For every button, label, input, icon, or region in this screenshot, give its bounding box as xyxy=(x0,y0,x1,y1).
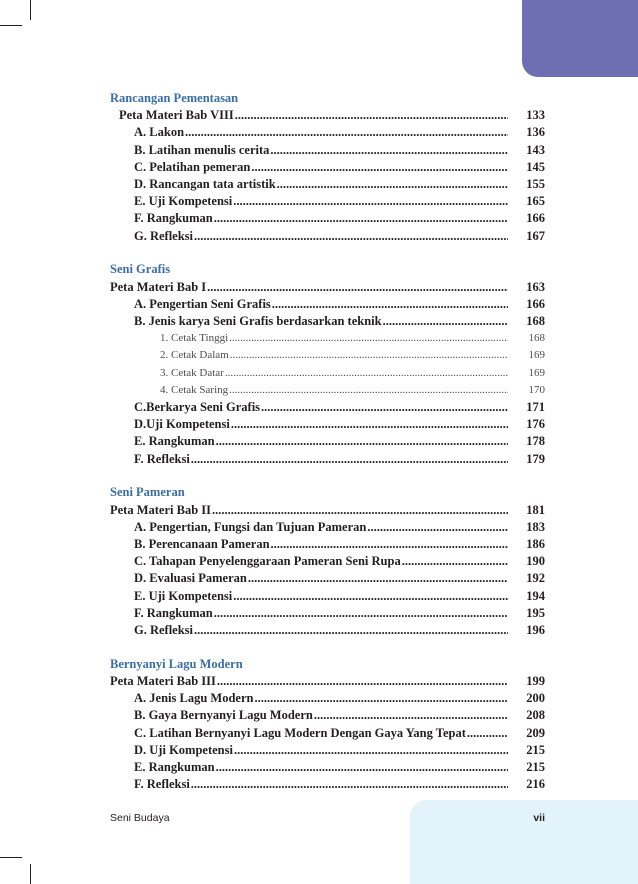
toc-entry[interactable] xyxy=(110,296,545,313)
toc-entry-page: 176 xyxy=(526,417,545,432)
toc-entry-page: 183 xyxy=(526,519,545,534)
toc-entry-page: 215 xyxy=(526,742,545,757)
toc-entry[interactable] xyxy=(110,399,545,416)
toc-entry-label: E. Uji Kompetensi xyxy=(134,194,233,209)
crop-mark-top-left-v xyxy=(30,0,31,20)
crop-mark-bottom-left-v xyxy=(30,864,31,884)
toc-entry-page: 168 xyxy=(528,332,545,345)
toc-entry-label: Peta Materi Bab I xyxy=(110,279,207,294)
dot-leader xyxy=(229,330,508,347)
dot-leader xyxy=(185,124,508,141)
toc-entry[interactable] xyxy=(110,159,545,176)
dot-leader xyxy=(194,228,508,245)
toc-entry[interactable] xyxy=(110,673,545,690)
toc-entry[interactable] xyxy=(110,124,545,141)
toc-entry-page: 166 xyxy=(526,211,545,226)
crop-mark-top-left-h xyxy=(0,25,22,26)
toc-entry-page: 196 xyxy=(526,623,545,637)
toc-entry[interactable] xyxy=(110,193,545,210)
dot-leader xyxy=(207,279,508,296)
section-title: Bernyanyi Lagu Modern xyxy=(110,656,243,671)
dot-leader xyxy=(270,142,508,159)
dot-leader xyxy=(194,622,508,639)
toc-entry-page: 171 xyxy=(526,400,545,414)
toc-entry-label: D. Evaluasi Pameran xyxy=(134,571,247,586)
toc-entry-label: Peta Materi Bab II xyxy=(110,502,212,517)
toc-entry-page: 199 xyxy=(526,674,545,688)
dot-leader xyxy=(248,570,508,587)
toc-entry[interactable] xyxy=(110,313,545,330)
toc-entry-label: Peta Materi Bab III xyxy=(110,674,216,688)
dot-leader xyxy=(271,536,508,553)
dot-leader xyxy=(254,690,508,707)
toc-entry-page: 169 xyxy=(528,366,545,379)
toc-entry-label: 3. Cetak Datar xyxy=(160,366,224,379)
toc-entry[interactable] xyxy=(110,622,545,639)
toc-entry-label: A. Pengertian, Fungsi dan Tujuan Pameran xyxy=(134,519,367,534)
section-title: Seni Pameran xyxy=(110,485,185,500)
dot-leader xyxy=(216,433,508,450)
footer-book-title: Seni Budaya xyxy=(110,812,170,824)
toc-entry[interactable] xyxy=(110,605,545,622)
toc-entry-label: C. Latihan Bernyanyi Lagu Modern Dengan Gaya Yang Tepat xyxy=(134,725,466,740)
toc-entry-page: 178 xyxy=(526,434,545,449)
toc-entry-label: B. Perencanaan Pameran xyxy=(134,537,270,551)
dot-leader xyxy=(191,776,508,793)
dot-leader xyxy=(216,759,508,776)
toc-entry[interactable] xyxy=(110,107,545,124)
toc-entry-page: 200 xyxy=(526,691,545,706)
toc-entry[interactable] xyxy=(110,553,545,570)
toc-entry-label: 4. Cetak Saring xyxy=(160,383,229,396)
toc-entry-label: B. Jenis karya Seni Grafis berdasarkan teknik xyxy=(134,314,382,328)
toc-entry-page: 186 xyxy=(526,537,545,551)
toc-entry[interactable] xyxy=(110,776,545,793)
section-title: Seni Grafis xyxy=(110,262,171,277)
toc-entry-page: 166 xyxy=(526,296,545,311)
toc-entry-label: C.Berkarya Seni Grafis xyxy=(134,400,261,414)
dot-leader xyxy=(402,553,508,570)
dot-leader xyxy=(367,519,508,536)
toc-entry-page: 194 xyxy=(526,588,545,603)
toc-entry-page: 195 xyxy=(526,605,545,620)
toc-entry-label: E. Rangkuman xyxy=(134,760,215,774)
toc-entry-label: Peta Materi Bab VIII xyxy=(119,108,234,123)
toc-entry-label: F. Rangkuman xyxy=(134,605,213,620)
toc-entry-label: E. Uji Kompetensi xyxy=(134,588,233,603)
toc-entry-page: 215 xyxy=(526,760,545,774)
dot-leader xyxy=(272,296,508,313)
toc-entry-page: 145 xyxy=(526,159,545,174)
dot-leader xyxy=(230,347,508,364)
toc-entry[interactable] xyxy=(110,279,545,296)
dot-leader xyxy=(234,742,508,759)
toc-entry[interactable] xyxy=(110,210,545,227)
toc-entry[interactable] xyxy=(110,382,545,399)
toc-entry-label: E. Rangkuman xyxy=(134,434,215,449)
toc-entry-label: B. Latihan menulis cerita xyxy=(134,142,270,157)
dot-leader xyxy=(212,502,508,519)
chapter-tab xyxy=(522,0,638,77)
dot-leader xyxy=(214,605,508,622)
toc-entry-label: A. Pengertian Seni Grafis xyxy=(134,296,271,311)
dot-leader xyxy=(231,416,508,433)
toc-entry[interactable] xyxy=(110,707,545,724)
dot-leader xyxy=(277,176,508,193)
toc-entry[interactable] xyxy=(110,330,545,347)
toc-entry-page: 165 xyxy=(526,194,545,209)
toc-entry-page: 216 xyxy=(526,777,545,792)
toc-entry-page: 170 xyxy=(528,383,545,396)
toc-entry-page: 190 xyxy=(526,554,545,569)
section-title: Rancangan Pementasan xyxy=(110,91,239,105)
toc-entry-page: 133 xyxy=(526,108,545,123)
toc-entry[interactable] xyxy=(110,742,545,759)
toc-entry[interactable] xyxy=(110,228,545,245)
dot-leader xyxy=(261,399,508,416)
toc-entry-page: 163 xyxy=(526,279,545,294)
dot-leader xyxy=(235,107,508,124)
dot-leader xyxy=(233,193,508,210)
toc-entry-label: A. Jenis Lagu Modern xyxy=(134,691,254,706)
toc-entry[interactable] xyxy=(110,416,545,433)
toc-entry-page: 192 xyxy=(526,571,545,586)
toc-entry[interactable] xyxy=(110,725,545,742)
footer-page-number: vii xyxy=(533,812,545,824)
toc-entry[interactable] xyxy=(110,759,545,776)
toc-entry[interactable] xyxy=(110,347,545,364)
dot-leader xyxy=(251,159,508,176)
dot-leader xyxy=(217,673,508,690)
dot-leader xyxy=(214,210,508,227)
toc-entry-label: 2. Cetak Dalam xyxy=(160,349,229,362)
toc-entry-label: G. Refleksi xyxy=(134,623,194,637)
toc-entry-page: 167 xyxy=(526,228,545,243)
toc-entry-label: D. Rancangan tata artistik xyxy=(134,177,276,191)
dot-leader xyxy=(225,365,508,382)
toc-entry-page: 169 xyxy=(528,349,545,362)
toc-entry-page: 136 xyxy=(526,125,545,140)
toc-entry[interactable] xyxy=(110,588,545,605)
toc-entry[interactable] xyxy=(110,690,545,707)
toc-entry[interactable] xyxy=(110,451,545,468)
toc-entry-label: C. Pelatihan pemeran xyxy=(134,159,251,174)
dot-leader xyxy=(314,707,508,724)
toc-entry-label: 1. Cetak Tinggi xyxy=(160,332,229,345)
toc-entry-page: 155 xyxy=(526,177,545,191)
toc-entry-page: 181 xyxy=(526,502,545,517)
toc-entry[interactable] xyxy=(110,502,545,519)
dot-leader xyxy=(191,451,508,468)
toc-entry[interactable] xyxy=(110,142,545,159)
toc-entry[interactable] xyxy=(110,433,545,450)
toc-entry[interactable] xyxy=(110,570,545,587)
toc-entry-page: 179 xyxy=(526,451,545,466)
dot-leader xyxy=(233,588,508,605)
dot-leader xyxy=(383,313,508,330)
toc-entry-label: F. Rangkuman xyxy=(134,211,213,226)
toc-entry-page: 209 xyxy=(526,725,545,740)
toc-entry-label: F. Refleksi xyxy=(134,451,190,466)
dot-leader xyxy=(229,382,508,399)
crop-mark-bottom-left-h xyxy=(0,857,22,858)
toc-entry[interactable] xyxy=(110,176,545,193)
toc-entry[interactable] xyxy=(110,536,545,553)
toc-entry-label: B. Gaya Bernyanyi Lagu Modern xyxy=(134,708,313,723)
toc-entry-page: 143 xyxy=(526,142,545,157)
toc-entry-label: D. Uji Kompetensi xyxy=(134,742,233,757)
toc-entry-label: F. Refleksi xyxy=(134,777,190,792)
dot-leader xyxy=(467,725,508,742)
toc-entry-label: C. Tahapan Penyelenggaraan Pameran Seni Rupa xyxy=(134,554,401,569)
toc-entry-page: 208 xyxy=(526,708,545,723)
toc-entry-label: D.Uji Kompetensi xyxy=(134,417,230,432)
toc-entry[interactable] xyxy=(110,365,545,382)
toc-entry-page: 168 xyxy=(526,314,545,328)
toc-entry-label: G. Refleksi xyxy=(134,228,194,243)
toc-entry-label: A. Lakon xyxy=(134,125,185,140)
toc-entry[interactable] xyxy=(110,519,545,536)
